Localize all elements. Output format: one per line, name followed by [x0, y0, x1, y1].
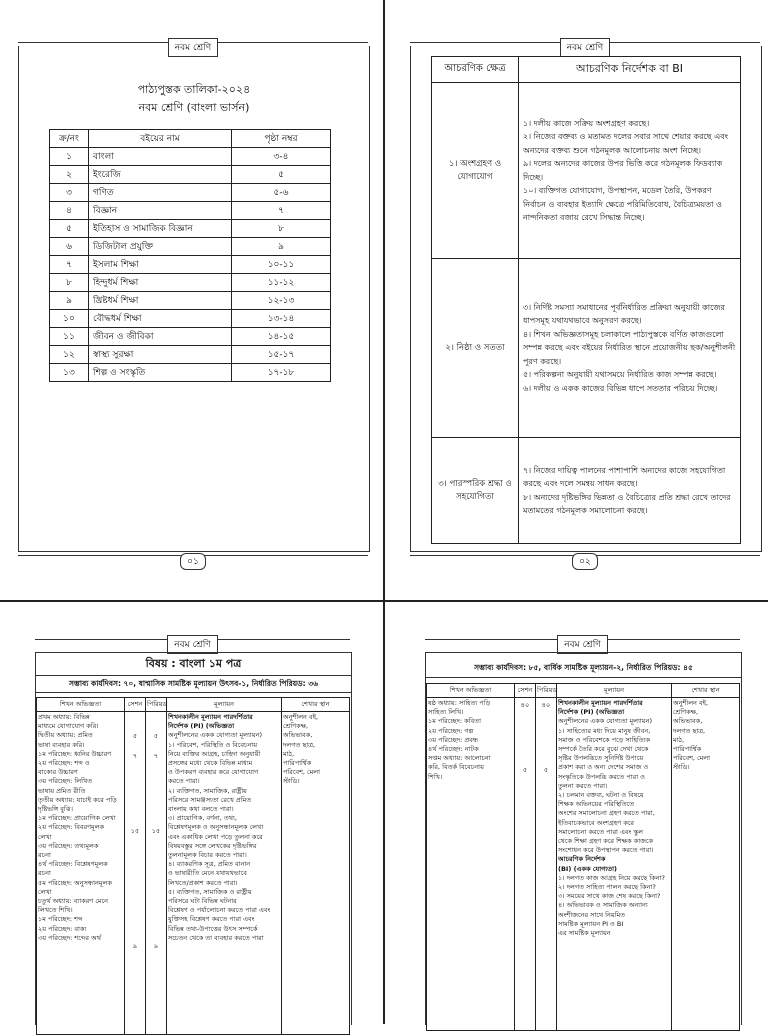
assessment-header: মূল্যায়ন	[167, 698, 282, 712]
book-name: বৌদ্ধধর্ম শিক্ষা	[89, 310, 232, 328]
page-range: ৮	[232, 220, 331, 238]
learning-experience-cell	[37, 712, 125, 1035]
page-range: ১০-১১	[232, 256, 331, 274]
learning-line: দৃষ্টিভঙ্গি বুঝি।	[38, 805, 73, 814]
learning-place-header: শেখার স্থান	[672, 684, 740, 698]
book-name: ইংরেজি	[89, 166, 232, 184]
assessment-line: সচেতন থেকে তা ব্যবহার করতে পারা	[168, 933, 264, 942]
grade-label: নবম শ্রেণি	[560, 38, 610, 57]
book-table-header: ক্র/নং	[50, 130, 89, 148]
learning-line: ২য় পরিচ্ছেদ: বিবরণমূলক	[38, 823, 105, 832]
table-row	[50, 310, 331, 328]
page4	[425, 652, 742, 1025]
learning-line: দ্বিতীয় অধ্যায়: প্রমিত	[38, 731, 93, 740]
session-cell	[125, 712, 146, 1035]
learning-line: ২য় পরিচ্ছেদ: গল্প	[428, 726, 474, 735]
learning-experience-cell	[427, 698, 515, 1031]
assessment-line: সংস্কৃতিকে উপলব্ধি করতে পারা ও	[558, 772, 645, 781]
assessment-line: শিখনকালীন মূল্যায়ন পারদর্শিতার	[168, 713, 253, 721]
page1-subtitle: নবম শ্রেণি (বাংলা ভার্সন)	[138, 101, 250, 114]
row-number: ৭	[50, 256, 89, 274]
learning-place-cell	[672, 698, 740, 1031]
assessment-line: সমালোচনা করতে পারা এবং স্কুল	[558, 827, 643, 836]
plan-table-2	[426, 683, 740, 1031]
learning-line: ৩য় পরিচ্ছেদ: তথ্যমূলক	[38, 841, 99, 850]
book-list-table	[49, 129, 331, 382]
assessment-line: শিখনকালীন মূল্যায়ন পারদর্শিতার	[558, 699, 643, 707]
session-value: ৫	[522, 766, 528, 774]
page1-footer	[18, 549, 368, 567]
learning-line: করি, বিতর্ক বিবেচনায়	[428, 763, 484, 772]
assessment-line: ৪। অভিভাবক ও সামাজিক অন্যান্য	[558, 901, 648, 910]
assessment-line: অনুশীলনের একক যোগ্যতা মূল্যায়ন)	[558, 717, 653, 726]
bi-header-area: আচরণিক ক্ষেত্র	[432, 57, 519, 83]
session-value: ৪০	[520, 701, 530, 709]
assessment-line: ৪। ব্যাকরণিক সূত্র, প্রমিত বানান	[168, 860, 251, 869]
page3	[35, 652, 352, 1025]
place-line: মাঠ,	[283, 749, 295, 758]
assessment-line: তুলনা করতে পারা।	[558, 781, 608, 790]
grade-label: নবম শ্রেণি	[168, 38, 218, 57]
assessment-line: ৩। প্রায়োগিক, বর্ণনা, তথ্য,	[168, 814, 237, 823]
period-value: ১৫	[151, 827, 161, 835]
assessment-line: ৩। সময়ের সাথে কাজ শেষ করছে কিনা?	[558, 892, 661, 901]
learning-line: ১ম পরিচ্ছেদ: কবিতা	[428, 717, 481, 726]
bi-item: ৪। শিখন অভিজ্ঞতাসমূহ চলাকালে পাঠ্যপুস্তকে বর্ণিত কাজগুলো সম্পন্ন করছে এবং বইয়ের নির্ধারিত স্থানে প্রয়োজনীয় ছক/অনুশীলনী পূরণ করছে।	[523, 329, 736, 366]
page-range: ৫-৬	[232, 184, 331, 202]
learning-line: রচনা	[38, 851, 51, 860]
learning-experience-header: শিখন অভিজ্ঞতা	[427, 684, 515, 698]
learning-experience-header: শিখন অভিজ্ঞতা	[37, 698, 125, 712]
bi-area: ৩। পারস্পরিক শ্রদ্ধা ও সহযোগিতা	[432, 438, 519, 544]
table-row	[50, 274, 331, 292]
assessment-line: অনুশীলনের একক যোগ্যতা মূল্যায়ন)	[168, 731, 263, 740]
place-line: অভিভাবক,	[283, 731, 313, 740]
page2-number: ০২	[572, 553, 598, 570]
place-line: পারিপার্শ্বিক	[673, 745, 702, 754]
row-number: ১৩	[50, 364, 89, 382]
horizontal-divider	[0, 600, 768, 602]
row-number: ১	[50, 148, 89, 166]
book-name: বাংলা	[89, 148, 232, 166]
page-range: ১৪-১৫	[232, 328, 331, 346]
assessment-line: বিষয়বস্তুর সঙ্গে লেখকের দৃষ্টিভঙ্গির	[168, 841, 257, 850]
assessment-line: ১। দলগত কাজ আগ্রহ নিয়ে করছে কিনা?	[558, 873, 665, 882]
row-number: ২	[50, 166, 89, 184]
learning-line: ষষ্ঠ অধ্যায়: সাহিত্য পড়ি	[428, 699, 491, 707]
assessment-line: বিভিন্ন তথ্য-উপাত্তের উৎস সম্পর্কে	[168, 924, 258, 933]
row-number: ১২	[50, 346, 89, 364]
assessment-line: শিক্ষক অভিনয়ের পরিস্থিতিতে	[558, 800, 635, 809]
book-name: জীবন ও জীবিকা	[89, 328, 232, 346]
page-range: ১৩-১৪	[232, 310, 331, 328]
table-row	[50, 292, 331, 310]
bi-table	[431, 56, 741, 544]
assessment-line: সামষ্টিক মূল্যায়ন PI ও BI	[558, 919, 624, 928]
bi-item: ৮। অন্যদের দৃষ্টিভঙ্গির ভিন্নতা ও বৈচিত্র্যের প্রতি শ্রদ্ধা রেখে তাদের মতামতের গঠনমূলক সমালোচনা করছে।	[523, 492, 731, 516]
table-row	[50, 364, 331, 382]
session-value: ৫	[132, 732, 138, 740]
place-line: স্টাডি।	[673, 763, 690, 772]
book-name: স্বাস্থ্য সুরক্ষা	[89, 346, 232, 364]
period-value: ৭	[153, 752, 159, 760]
row-number: ১০	[50, 310, 89, 328]
assessment-cell	[557, 698, 672, 1031]
page1-title: পাঠ্যপুস্তক তালিকা-২০২৪	[137, 83, 251, 96]
session-value: ৭	[132, 752, 138, 760]
learning-line: ১ম পরিচ্ছেদ: ধ্বনির উচ্চারণ	[38, 749, 112, 758]
learning-line: তৃতীয় অধ্যায়: যাচাই করে পড়ি	[38, 795, 117, 804]
assessment-line: তুলনামূলক বিচার করতে পারা।	[168, 851, 247, 860]
assessment-line: ও ভাষারীতি মেনে যথাযথভাবে	[168, 869, 247, 878]
learning-line: ভাষায় প্রমিত রীতি	[38, 786, 86, 795]
assessment-cell	[167, 712, 282, 1035]
place-line: দলগত ছাত্র,	[673, 726, 706, 735]
row-number: ৬	[50, 238, 89, 256]
assessment-line: প্রসঙ্গের মধ্যে থেকে বিভিন্ন মাধ্যম	[168, 759, 253, 768]
assessment-line: ১। পরিবেশ, পরিস্থিতি ও বিবেচনায়	[168, 740, 258, 749]
place-line: পারিপার্শ্বিক	[283, 759, 312, 768]
assessment-line: প্রকাশ করা ও অন্য দেশের সমাজ ও	[558, 763, 649, 772]
learning-line: সপ্তম অধ্যায়: আলোচনা	[428, 754, 491, 763]
place-line: শ্রেণিকক্ষ,	[673, 708, 699, 717]
vertical-divider	[383, 0, 385, 1024]
row-number: ৩	[50, 184, 89, 202]
assessment-line: নির্দেশক (PI) (অভিজ্ঞতা	[558, 708, 625, 717]
learning-line: রচনা	[38, 869, 51, 878]
period-cell	[536, 698, 557, 1031]
bi-item: ৬। দলীয় ও একক কাজের বিভিন্ন ধাপে সততার পরিচয় দিচ্ছে।	[523, 383, 718, 393]
period-value: ৪০	[541, 701, 551, 709]
assessment-line: পরিসরে ঘটা বিভিন্ন ঘটনার	[168, 897, 237, 906]
assessment-line: ১। সাহিত্যের মধ্য দিয়ে মানুষ জীবন,	[558, 726, 651, 735]
place-line: অনুশীলন বই,	[673, 699, 709, 707]
assessment-line: (BI) (একক যোগ্যতা)	[558, 864, 617, 873]
learning-line: ১ম পরিচ্ছেদ: প্রায়োগিক লেখা	[38, 814, 116, 823]
assessment-line: এর সামষ্টিক মূল্যায়ন	[558, 929, 611, 938]
session-value: ৯	[132, 942, 138, 950]
bi-item: ১। দলীয় কাজে সক্রিয় অংশগ্রহণ করছে।	[523, 118, 650, 128]
assessment-line: এবং একাধিক লেখা পড়ে তুলনা করে	[168, 832, 263, 841]
bi-item: ৯। দলের অন্যদের কাজের উপর ভিত্তি করে গঠনমূলক ফিডব্যাক দিচ্ছে।	[523, 159, 723, 182]
page-range: ১৫-১৭	[232, 346, 331, 364]
page3-schedule: সম্ভাব্য কার্যদিবস: ৭০, ষান্মাসিক সামষ্টিক মূল্যায়ন উৎসব-১, নির্ধারিত পিরিয়ড: ৩৬	[36, 676, 351, 693]
assessment-line: অংশের সমালোচনা গ্রহণ করতে পারা,	[558, 809, 655, 818]
table-row	[50, 256, 331, 274]
assessment-line: অংশীজনের সাথে নিয়মিত	[558, 910, 626, 919]
learning-line: ৩য় পরিচ্ছেদ: শব্দের অর্থ	[38, 933, 101, 942]
page2	[410, 46, 762, 552]
bi-item: ৭। নিজের দায়িত্ব পালনের পাশাপাশি অন্যদের কাজে সহযোগিতা করছে এবং দলে সমন্বয় সাধন করছে।	[523, 465, 726, 489]
session-header: সেশন	[125, 698, 146, 712]
bi-item: ৩। নির্দিষ্ট সমস্যা সমাধানের পূর্বনির্ধারিত প্রক্রিয়া অনুযায়ী কাজের ধাপসমূহ যথাযথভাবে অনুসরণ করছে।	[523, 302, 725, 326]
place-line: স্টাডি।	[283, 777, 300, 786]
place-line: পরিবেশ, মেলা	[283, 768, 321, 777]
table-row	[50, 220, 331, 238]
assessment-line: নির্দেশক (PI) (অভিজ্ঞতা	[168, 722, 235, 731]
assessment-line: বিশ্লেষণমূলক ও অনুসন্ধানমূলক লেখা	[168, 823, 264, 832]
assessment-line: ২। চলমান বক্তব্য, ঘটনা ও বিষয়ে	[558, 791, 644, 800]
table-row	[50, 202, 331, 220]
learning-line: ৪র্থ পরিচ্ছেদ: বিশ্লেষণমূলক	[38, 860, 108, 869]
page-range: ১১-১২	[232, 274, 331, 292]
book-name: ইসলাম শিক্ষা	[89, 256, 232, 274]
page-range: ৯	[232, 238, 331, 256]
table-row	[50, 346, 331, 364]
place-line: অনুশীলন বই,	[283, 713, 319, 721]
table-row	[50, 148, 331, 166]
assessment-line: সম্পর্কে তৈরি করে বুঝে দেখা থেকে	[558, 745, 649, 754]
page-range: ১৭-১৮	[232, 364, 331, 382]
bi-area: ২। নিষ্ঠা ও সততা	[432, 259, 519, 438]
assessment-line: পরিসরে সামঞ্জস্যতা রেখে প্রমিত	[168, 795, 252, 804]
bi-indicators	[519, 438, 741, 544]
bi-area: ১। অংশগ্রহণ ও যোগাযোগ	[432, 83, 519, 259]
book-name: বিজ্ঞান	[89, 202, 232, 220]
learning-line: প্রথম অধ্যায়: বিভিন্ন	[38, 713, 90, 721]
bi-item: ৫। পরিকল্পনা অনুযায়ী যথাসময়ে নির্ধারিত কাজ সম্পন্ন করছে।	[523, 370, 717, 380]
learning-line: ৪র্থ পরিচ্ছেদ: নাটক	[428, 745, 479, 754]
row-number: ৮	[50, 274, 89, 292]
learning-place-cell	[282, 712, 350, 1035]
learning-line: লেখা	[38, 832, 52, 841]
book-name: গণিত	[89, 184, 232, 202]
learning-line: মাধ্যমে যোগাযোগ করি।	[38, 722, 99, 731]
learning-line: ৩য় পরিচ্ছেদ: লিখিত	[38, 777, 93, 786]
bi-indicators	[519, 83, 741, 259]
assessment-line: যুক্তিসহ বিশ্লেষণ করতে পারা এবং	[168, 915, 255, 924]
assessment-line: বিশ্লেষণ ও পর্যালোচনা করতে পারা এবং	[168, 906, 271, 915]
learning-line: সাহিত্য লিখি।	[428, 708, 464, 717]
learning-line: শিখি।	[428, 772, 443, 781]
table-row	[50, 184, 331, 202]
page4-schedule: সম্ভাব্য কার্যদিবস: ৮৫, বার্ষিক সামষ্টিক মূল্যায়ন-২, নির্ধারিত পিরিয়ড: ৪৫	[426, 659, 741, 678]
place-line: মাঠ,	[673, 735, 685, 744]
learning-line: চতুর্থ অধ্যায়: ব্যাকরণ মেনে	[38, 897, 109, 906]
assessment-line: ইতিবাচকভাবে অংশগ্রহণ করে	[558, 818, 634, 827]
learning-line: ২য় পরিচ্ছেদ: শব্দ ও	[38, 759, 90, 768]
page3-header	[35, 632, 350, 648]
bi-header-indicator: আচরণিক নির্দেশক বা BI	[519, 57, 741, 83]
session-header: সেশন	[515, 684, 536, 698]
grade-label: নবম শ্রেণি	[557, 635, 607, 654]
row-number: ১১	[50, 328, 89, 346]
bi-indicators	[519, 259, 741, 438]
page2-footer	[410, 549, 760, 567]
assessment-line: বাংলায় কথা বলতে পারা।	[168, 805, 234, 814]
place-line: পরিবেশ, মেলা	[673, 754, 711, 763]
book-table-header: বইয়ের নাম	[89, 130, 232, 148]
assessment-line: আচরণিক নির্দেশক	[558, 855, 606, 864]
book-table-header: পৃষ্ঠা নম্বর	[232, 130, 331, 148]
bi-row	[432, 438, 741, 544]
assessment-line: ২। দলগত সাহিত্য পালন করছে কিনা?	[558, 883, 656, 892]
book-name: ইতিহাস ও সামাজিক বিজ্ঞান	[89, 220, 232, 238]
place-line: শ্রেণিকক্ষ,	[283, 722, 309, 731]
assessment-line: লিখতে/প্রকাশ করতে পারা।	[168, 878, 238, 887]
bi-item: ২। নিজের বক্তব্য ও মতামত দলের সবার সাথে শেয়ার করছে এবং অন্যদের বক্তব্য শুনে গঠনমূলক আলোচনায় অংশ নিচ্ছে।	[523, 132, 729, 155]
row-number: ৯	[50, 292, 89, 310]
page-range: ৭	[232, 202, 331, 220]
period-header: পিরিয়ড	[146, 698, 167, 712]
assessment-line: করতে পারা।	[168, 777, 200, 786]
table-row	[50, 238, 331, 256]
page-range: ৩-৪	[232, 148, 331, 166]
assessment-line: সৃষ্টির উপলব্ধিতে সুনির্দিষ্ট উপায়ে	[558, 754, 644, 763]
book-name: ডিজিটাল প্রযুক্তি	[89, 238, 232, 256]
assessment-line: ৫। ব্যক্তিগত, সামাজিক ও রাষ্ট্রীয়	[168, 887, 252, 896]
assessment-line: সমাজ ও পরিবেশকে পড়ে সাহিত্যিক	[558, 735, 651, 744]
learning-line: ১ম পরিচ্ছেদ: শব্দ	[38, 915, 83, 924]
period-value: ৫	[153, 732, 159, 740]
page1-number: ০১	[180, 553, 206, 570]
table-row	[50, 166, 331, 184]
place-line: অভিভাবক,	[673, 717, 703, 726]
learning-line: ৫ম পরিচ্ছেদ: অনুসন্ধানমূলক	[38, 878, 112, 887]
learning-line: লেখা	[38, 887, 52, 896]
learning-line: লিখতে শিখি।	[38, 906, 73, 915]
assessment-header: মূল্যায়ন	[557, 684, 672, 698]
row-number: ৫	[50, 220, 89, 238]
session-value: ১৫	[130, 827, 140, 835]
book-name: শিল্প ও সংস্কৃতি	[89, 364, 232, 382]
period-header: পিরিয়ড	[536, 684, 557, 698]
period-value: ৫	[543, 766, 549, 774]
assessment-line: থেকে শিক্ষা গ্রহণ করে শিক্ষক কাজকে	[558, 837, 654, 846]
subject-title: বিষয় : বাংলা ১ম পত্র	[36, 653, 351, 676]
learning-place-header: শেখার স্থান	[282, 698, 350, 712]
bi-row	[432, 83, 741, 259]
learning-line: ৩য় পরিচ্ছেদ: প্রবন্ধ	[428, 735, 479, 744]
learning-line: ২য় পরিচ্ছেদ: বাক্য	[38, 924, 87, 933]
period-value: ৯	[153, 942, 159, 950]
plan-table-1	[36, 697, 350, 1035]
page-range: ৫	[232, 166, 331, 184]
assessment-line: সংশোধন করে উপস্থাপন করতে পারা।	[558, 846, 654, 855]
table-row	[50, 328, 331, 346]
page-range: ১২-১৩	[232, 292, 331, 310]
book-name: খ্রিষ্টধর্ম শিক্ষা	[89, 292, 232, 310]
learning-line: ভাষা ব্যবহার করি।	[38, 740, 85, 749]
assessment-line: ২। ব্যক্তিগত, সামাজিক, রাষ্ট্রীয়	[168, 786, 247, 795]
grade-label: নবম শ্রেণি	[167, 635, 217, 654]
row-number: ৪	[50, 202, 89, 220]
period-cell	[146, 712, 167, 1035]
learning-line: বাক্যের উচ্চারণ	[38, 768, 78, 777]
assessment-line: ও উপকরণ ব্যবহার করে যোগাযোগ	[168, 768, 259, 777]
bi-row	[432, 259, 741, 438]
page1	[18, 46, 370, 552]
book-name: হিন্দুধর্ম শিক্ষা	[89, 274, 232, 292]
bi-item: ১০। ব্যক্তিগত যোগাযোগ, উপস্থাপন, মডেল তৈরি, উপকরণ নির্বাচন ও ব্যবহার ইত্যাদি ক্ষেত্রে পরিমিতিবোধ, বৈচিত্র্যময়তা ও নান্দনিকতা বজায় রেখে সিদ্ধান্ত নিচ্ছে।	[523, 186, 722, 223]
assessment-line: নিয়ে ব্যক্তির আগ্রহ, চাহিদা অনুযায়ী	[168, 749, 261, 758]
page4-header	[425, 632, 740, 648]
place-line: দলগত ছাত্র,	[283, 740, 316, 749]
session-cell	[515, 698, 536, 1031]
